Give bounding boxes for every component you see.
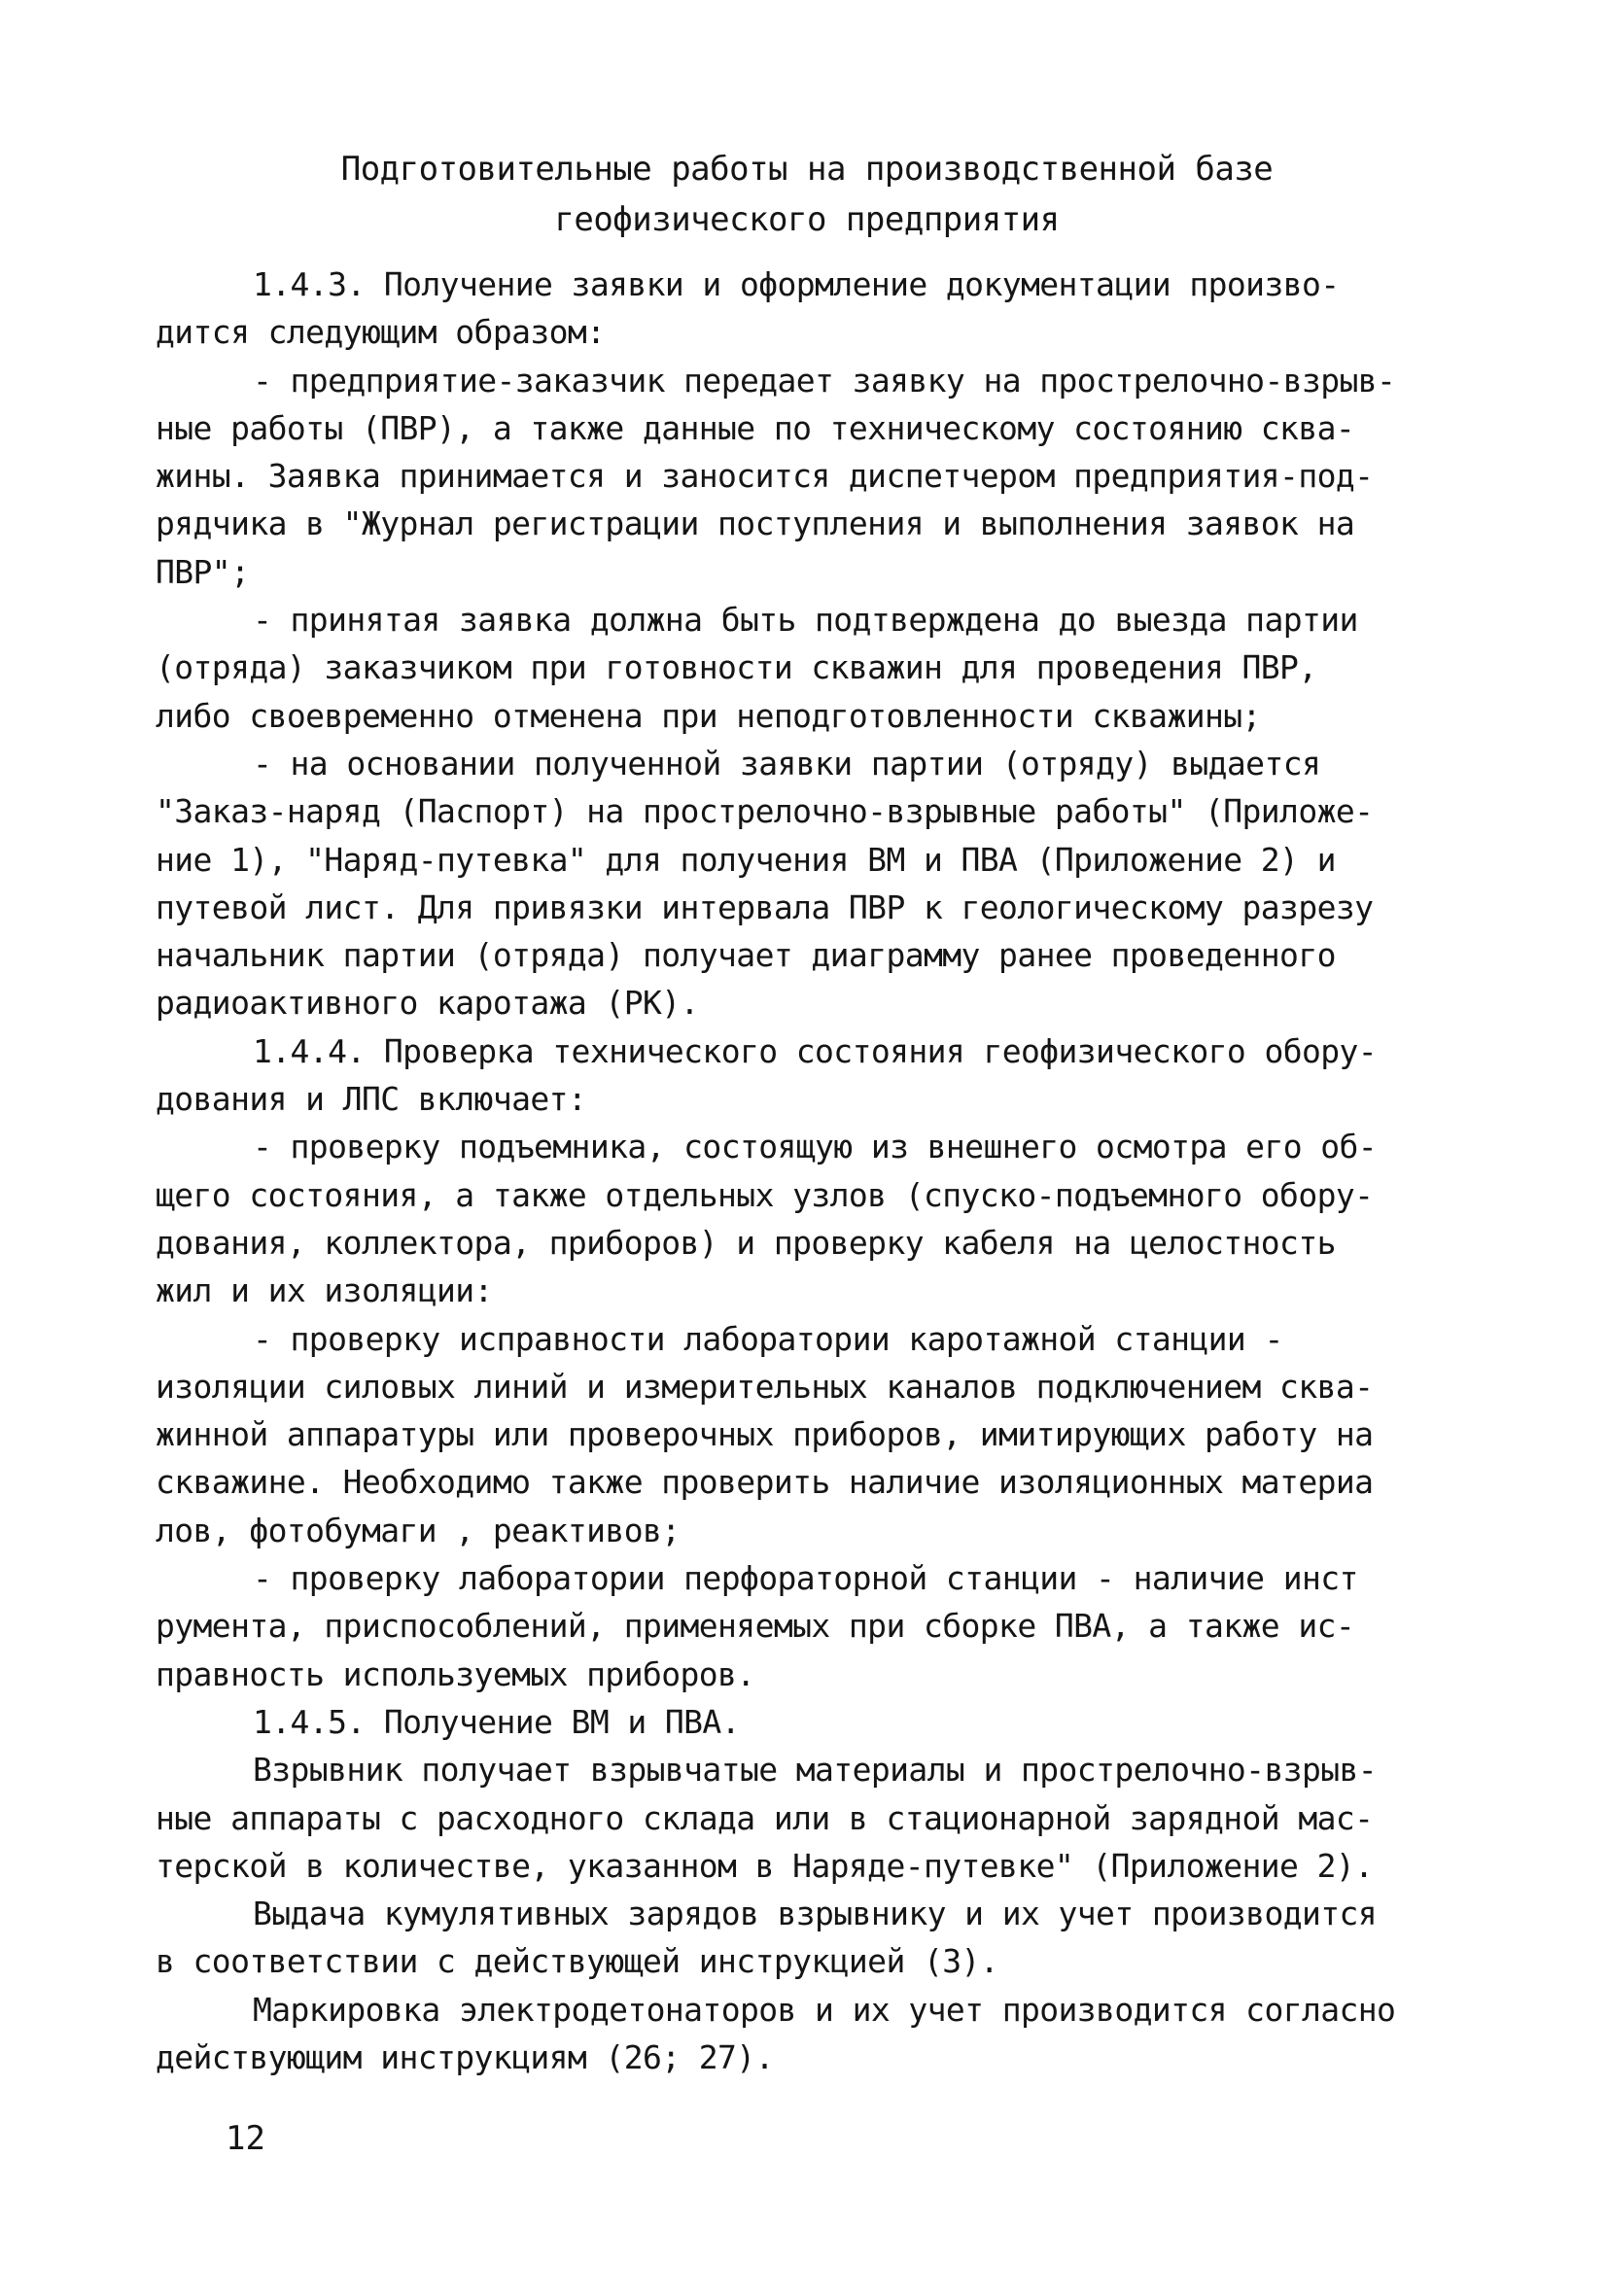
text-line: - проверку исправности лаборатории каротажной станции - [253,1319,1283,1358]
text-line: - на основании полученной заявки партии (отряду) выдается [253,744,1321,783]
text-line: жины. Заявка принимается и заносится диспетчером предприятия-под- [156,457,1374,496]
text-line: рядчика в "Журнал регистрации поступления и выполнения заявок на [156,504,1355,543]
text-line: жинной аппаратуры или проверочных приборов, имитирующих работу на [156,1415,1374,1454]
text-line: жил и их изоляции: [156,1271,493,1310]
text-line: румента, приспособлений, применяемых при сборке ПВА, а также ис- [156,1607,1355,1646]
text-line: Выдача кумулятивных зарядов взрывнику и их учет производится [253,1895,1378,1933]
text-line: радиоактивного каротажа (РК). [156,984,699,1023]
text-line: лов, фотобумаги , реактивов; [156,1511,681,1549]
text-line: щего состояния, а также отдельных узлов (спуско-подъемного обору- [156,1175,1374,1214]
text-line: (отряда) заказчиком при готовности скважин для проведения ПВР, [156,648,1317,687]
text-line: ные работы (ПВР), а также данные по техническому состоянию сква- [156,408,1355,447]
text-line: Маркировка электродетонаторов и их учет производится согласно [253,1990,1396,2029]
text-line: 1.4.4. Проверка технического состояния геофизического обору- [253,1031,1378,1070]
text-line: правность используемых приборов. [156,1654,755,1693]
text-line: ние 1), "Наряд-путевка" для получения ВМ и ПВА (Приложение 2) и [156,840,1336,879]
text-line: "Заказ-наряд (Паспорт) на прострелочно-взрывные работы" (Приложе- [156,792,1374,831]
body-text [156,261,1458,2081]
text-line: начальник партии (отряда) получает диаграмму ранее проведенного [156,936,1336,975]
text-line: дования, коллектора, приборов) и проверку кабеля на целостность [156,1223,1336,1262]
text-line: - предприятие-заказчик передает заявку на прострелочно-взрыв- [253,361,1396,400]
section-title-line-2: геофизического предприятия [554,200,1060,239]
text-line: ные аппараты с расходного склада или в стационарной зарядной мас- [156,1798,1374,1837]
page-number: 12 [226,2119,265,2158]
text-line: дится следующим образом: [156,313,606,352]
text-line: действующим инструкциям (26; 27). [156,2037,774,2076]
text-line: 1.4.5. Получение ВМ и ПВА. [253,1702,740,1741]
text-line: - принятая заявка должна быть подтверждена до выезда партии [253,601,1358,640]
text-line: Взрывник получает взрывчатые материалы и прострелочно-взрыв- [253,1751,1378,1790]
text-line: 1.4.3. Получение заявки и оформление документации произво- [253,265,1340,303]
section-title [156,144,1458,245]
text-line: ПВР"; [156,552,250,591]
text-line: изоляции силовых линий и измерительных каналов подключением сква- [156,1367,1374,1406]
text-line: терской в количестве, указанном в Наряде-путевке" (Приложение 2). [156,1846,1374,1885]
text-line: либо своевременно отменена при неподготовленности скважины; [156,696,1261,735]
text-line: путевой лист. Для привязки интервала ПВР к геологическому разрезу [156,887,1374,926]
text-line: дования и ЛПС включает: [156,1080,587,1119]
document-page [156,144,1458,2081]
section-title-line-1: Подготовительные работы на производственной базе [340,150,1274,189]
text-line: - проверку лаборатории перфораторной станции - наличие инст [253,1559,1358,1598]
text-line: в соответствии с действующей инструкцией (3). [156,1942,999,1981]
text-line: скважине. Необходимо также проверить наличие изоляционных материа [156,1463,1374,1502]
text-line: - проверку подъемника, состоящую из внешнего осмотра его об- [253,1128,1378,1166]
